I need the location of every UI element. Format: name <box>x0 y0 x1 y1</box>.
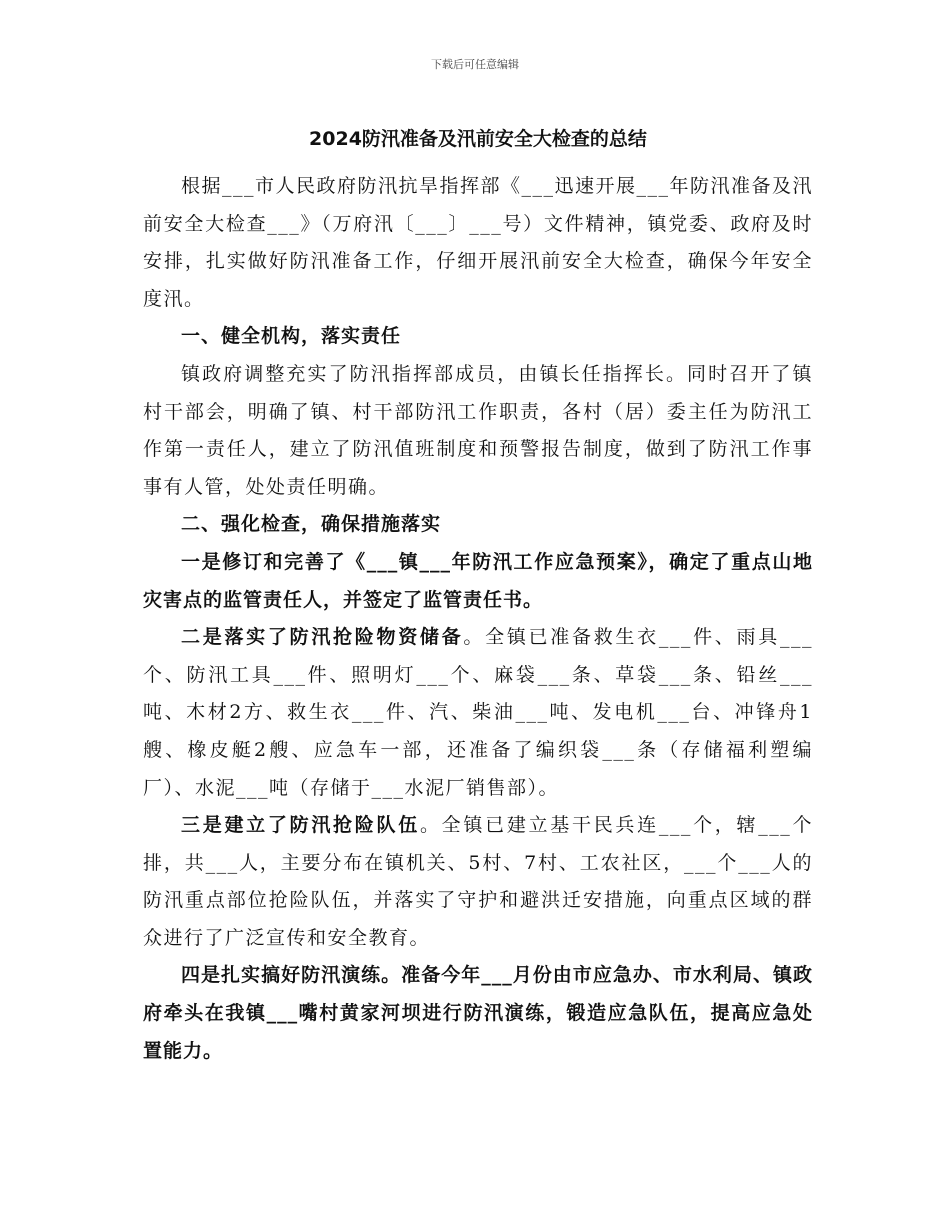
item2-body: 。全镇已准备救生衣___件、雨具___个、防汛工具___件、照明灯___个、麻袋___条、草袋___条、铅丝___吨、木材2方、救生衣___件、汽、柴油___吨、发电机___台、冲锋舟1艘、橡皮艇2艘、应急车一部，还准备了编织袋___条（存储福利塑编厂）、水泥___吨（存储于___水泥厂销售部）。 <box>143 626 813 799</box>
section2-heading: 二、强化检查，确保措施落实 <box>181 513 442 536</box>
item2-lead: 二是落实了防汛抢险物资储备 <box>181 626 464 649</box>
document-page <box>143 124 813 1070</box>
download-watermark: 下载后可任意编辑 <box>431 58 519 71</box>
document-title: 2024防汛准备及汛前安全大检查的总结 <box>309 128 647 150</box>
item3-paragraph <box>143 807 813 957</box>
intro-paragraph: 根据___市人民政府防汛抗旱指挥部《___迅速开展___年防汛准备及汛前安全大检查___》（万府汛〔___〕___号）文件精神，镇党委、政府及时安排，扎实做好防汛准备工作，仔细开展汛前安全大检查，确保今年安全度汛。 <box>143 175 814 310</box>
item3-lead: 三是建立了防汛抢险队伍 <box>181 814 420 837</box>
item1-paragraph: 一是修订和完善了《___镇___年防汛工作应急预案》，确定了重点山地灾害点的监管责任人，并签定了监管责任书。 <box>143 550 813 611</box>
section1-heading: 一、健全机构，落实责任 <box>181 325 402 348</box>
section1-paragraph: 镇政府调整充实了防汛指挥部成员，由镇长任指挥长。同时召开了镇村干部会，明确了镇、村干部防汛工作职责，各村（居）委主任为防汛工作第一责任人，建立了防汛值班制度和预警报告制度，做到了防汛工作事事有人管，处处责任明确。 <box>143 362 813 498</box>
item3-body: 。全镇已建立基干民兵连___个，辖___个排，共___人，主要分布在镇机关、5村、7村、工农社区，___个___人的防汛重点部位抢险队伍，并落实了守护和避洪迁安措施，向重点区域的群众进行了广泛宣传和安全教育。 <box>143 814 813 949</box>
item4-paragraph: 四是扎实搞好防汛演练。准备今年___月份由市应急办、市水利局、镇政府牵头在我镇___嘴村黄家河坝进行防汛演练，锻造应急队伍，提高应急处置能力。 <box>143 964 813 1062</box>
item2-paragraph <box>143 619 813 807</box>
